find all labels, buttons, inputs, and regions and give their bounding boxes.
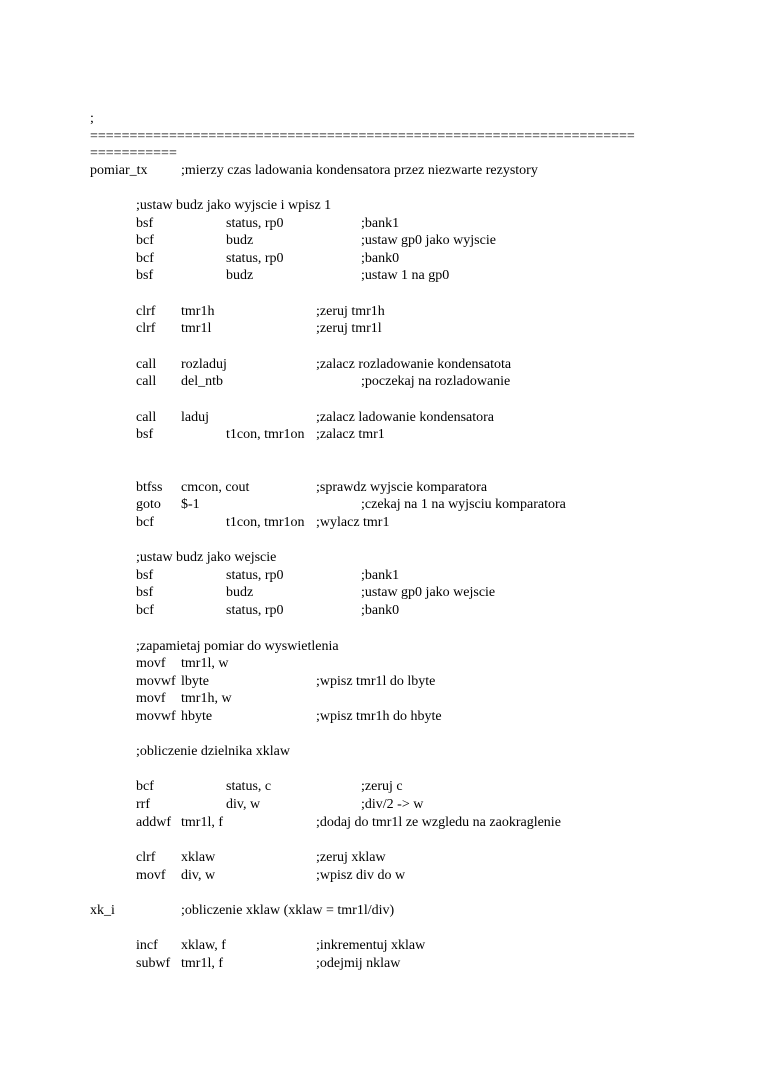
code-comment: ;wpisz div do w — [316, 868, 406, 883]
code-op: clrf — [136, 321, 156, 336]
code-comment: ;ustaw budz jako wyjscie i wpisz 1 — [136, 198, 332, 213]
code-comment: ;mierzy czas ladowania kondensatora przez niezwarte rezystory — [181, 163, 538, 178]
code-arg: tmr1l, f — [181, 956, 223, 971]
code-op: movf — [136, 868, 166, 883]
code-op: movwf — [136, 709, 176, 724]
code-comment: ;obliczenie xklaw (xklaw = tmr1l/div) — [181, 903, 395, 918]
header-semicolon: ; — [90, 111, 94, 126]
code-comment: ;zapamietaj pomiar do wyswietlenia — [136, 639, 339, 654]
code-op: incf — [136, 938, 158, 953]
code-comment: ;dodaj do tmr1l ze wzgledu na zaokraglenie — [316, 815, 561, 830]
code-arg: tmr1h — [181, 304, 215, 319]
code-op: call — [136, 357, 157, 372]
code-arg: budz — [226, 585, 254, 600]
code-comment: ;wpisz tmr1l do lbyte — [316, 674, 436, 689]
code-arg: div, w — [226, 797, 261, 812]
code-comment: ;odejmij nklaw — [316, 956, 401, 971]
code-op: bcf — [136, 779, 154, 794]
code-op: goto — [136, 497, 161, 512]
separator-rule-1: ===================================================================== — [90, 129, 635, 144]
code-op: addwf — [136, 815, 171, 830]
code-comment: ;bank1 — [361, 216, 400, 231]
code-comment: ;wylacz tmr1 — [316, 515, 390, 530]
code-comment: ;bank1 — [361, 568, 400, 583]
code-op: btfss — [136, 480, 163, 495]
code-comment: ;div/2 -> w — [361, 797, 424, 812]
code-label: xk_i — [90, 903, 115, 918]
code-comment: ;ustaw budz jako wejscie — [136, 550, 277, 565]
code-op: rrf — [136, 797, 150, 812]
code-comment: ;zeruj tmr1h — [316, 304, 385, 319]
code-label: pomiar_tx — [90, 163, 148, 178]
code-op: movwf — [136, 674, 176, 689]
code-op: clrf — [136, 850, 156, 865]
code-op: subwf — [136, 956, 171, 971]
code-comment: ;inkrementuj xklaw — [316, 938, 426, 953]
code-comment: ;bank0 — [361, 603, 400, 618]
code-comment: ;zalacz tmr1 — [316, 427, 385, 442]
code-op: movf — [136, 691, 166, 706]
code-op: call — [136, 374, 157, 389]
code-arg: laduj — [181, 410, 209, 425]
code-comment: ;obliczenie dzielnika xklaw — [136, 744, 290, 759]
code-arg: lbyte — [181, 674, 209, 689]
code-arg: tmr1l — [181, 321, 212, 336]
code-comment: ;zalacz rozladowanie kondensatota — [316, 357, 512, 372]
code-arg: budz — [226, 233, 254, 248]
code-arg: $-1 — [181, 497, 200, 512]
code-arg: tmr1l, w — [181, 656, 229, 671]
code-op: bcf — [136, 233, 154, 248]
code-op: bsf — [136, 427, 154, 442]
code-arg: div, w — [181, 868, 216, 883]
code-arg: t1con, tmr1on — [226, 515, 305, 530]
code-op: bcf — [136, 515, 154, 530]
code-comment: ;zalacz ladowanie kondensatora — [316, 410, 495, 425]
code-arg: status, rp0 — [226, 251, 284, 266]
code-arg: status, c — [226, 779, 272, 794]
code-comment: ;ustaw gp0 jako wyjscie — [361, 233, 496, 248]
code-arg: status, rp0 — [226, 216, 284, 231]
code-op: bcf — [136, 251, 154, 266]
code-comment: ;wpisz tmr1h do hbyte — [316, 709, 442, 724]
code-arg: hbyte — [181, 709, 213, 724]
code-op: movf — [136, 656, 166, 671]
code-comment: ;poczekaj na rozladowanie — [361, 374, 511, 389]
code-arg: status, rp0 — [226, 568, 284, 583]
code-op: bsf — [136, 216, 154, 231]
code-arg: xklaw, f — [181, 938, 226, 953]
code-op: bcf — [136, 603, 154, 618]
code-arg: status, rp0 — [226, 603, 284, 618]
code-comment: ;czekaj na 1 na wyjsciu komparatora — [361, 497, 566, 512]
code-op: bsf — [136, 568, 154, 583]
code-op: bsf — [136, 268, 154, 283]
code-op: call — [136, 410, 157, 425]
code-arg: tmr1l, f — [181, 815, 223, 830]
code-arg: budz — [226, 268, 254, 283]
code-comment: ;ustaw 1 na gp0 — [361, 268, 450, 283]
code-arg: rozladuj — [181, 357, 227, 372]
code-comment: ;ustaw gp0 jako wejscie — [361, 585, 496, 600]
code-comment: ;sprawdz wyjscie komparatora — [316, 480, 488, 495]
code-arg: xklaw — [181, 850, 216, 865]
code-arg: t1con, tmr1on — [226, 427, 305, 442]
code-op: bsf — [136, 585, 154, 600]
code-arg: tmr1h, w — [181, 691, 232, 706]
code-op: clrf — [136, 304, 156, 319]
code-arg: cmcon, cout — [181, 480, 250, 495]
code-comment: ;zeruj c — [361, 779, 403, 794]
code-comment: ;bank0 — [361, 251, 400, 266]
code-comment: ;zeruj xklaw — [316, 850, 386, 865]
separator-rule-2: =========== — [90, 146, 177, 161]
code-arg: del_ntb — [181, 374, 223, 389]
code-comment: ;zeruj tmr1l — [316, 321, 382, 336]
